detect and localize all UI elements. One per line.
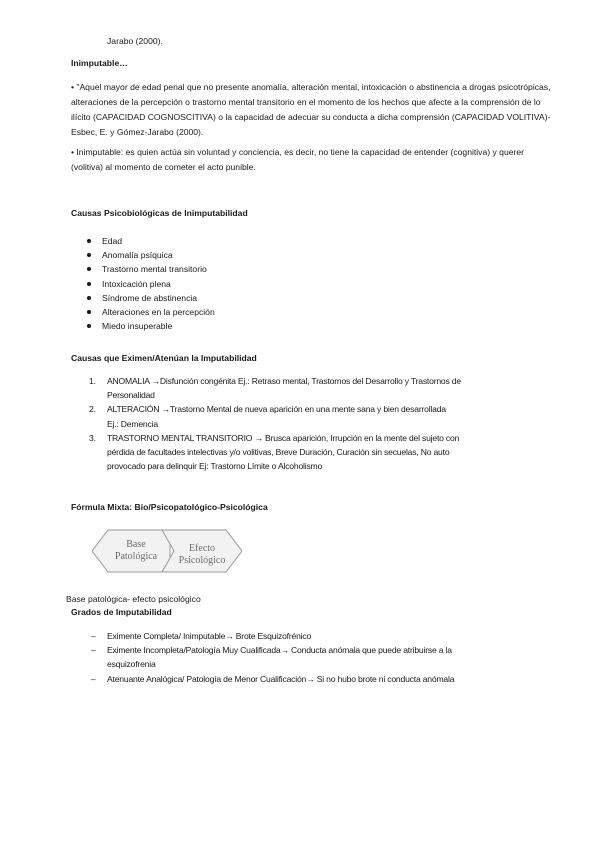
bullet-icon: [87, 324, 91, 328]
formula-diagram: [92, 528, 242, 574]
list-item: Edad: [102, 234, 215, 248]
causas-eximen-heading: Causas que Eximen/Atenúan la Imputabilidad: [71, 353, 257, 363]
list-item: Anomalía psíquica: [102, 248, 215, 262]
dash-marker: –: [91, 645, 96, 656]
formula-caption: Base patológica- efecto psicológico: [66, 594, 201, 604]
bullet-icon: [87, 253, 91, 257]
list-item: Trastorno mental transitorio: [102, 262, 215, 276]
right-arrow-label-1: Efecto: [188, 543, 216, 554]
inimputable-paragraph-2: • Inimputable: es quien actúa sin voluntad y conciencia, es decir, no tiene la capacidad de entender (cognitiva) y querer (volitiva) al momento de cometer el acto punible.: [71, 147, 525, 172]
list-item: 3. TRASTORNO MENTAL TRANSITORIO → Brusca aparición, Irrupción en la mente del sujeto con pérdida de facultades intelectivas y/o volitivas, Breve Duración, Curación sin secuelas, No auto provocado para delinquir Ej: Trastorno Límite o Alcoholismo: [89, 432, 460, 472]
dash-marker: –: [91, 631, 96, 641]
grados-list: [91, 629, 455, 686]
bullet-icon: [87, 310, 91, 314]
top-reference: Jarabo (2000).: [107, 36, 163, 46]
bullet-icon: [87, 296, 91, 300]
list-item: Miedo insuperable: [102, 319, 215, 333]
bullet-icon: [87, 267, 91, 271]
list-item: – Atenuante Analógica/ Patología de Menor Cualificación→ Si no hubo brote ni conducta anómala: [107, 672, 454, 686]
inimputable-heading: Inimputable…: [71, 58, 128, 68]
left-arrow-label-2: Patológica: [114, 551, 158, 562]
bullet-icon: [87, 239, 91, 243]
list-item: Síndrome de abstinencia: [102, 291, 215, 305]
bullet-icon: [87, 282, 91, 286]
causas-psicobiologicas-heading: Causas Psicobiológicas de Inimputabilidad: [71, 208, 248, 218]
list-item: – Eximente Incompleta/Patología Muy Cualificada→ Conducta anómala que puede atribuirse a la esquizofrenia: [91, 645, 452, 670]
formula-heading: Fórmula Mixta: Bio/Psicopatológico-Psicológica: [71, 502, 268, 512]
left-arrow-label-1: Base: [126, 539, 146, 550]
grados-heading: Grados de Imputabilidad: [71, 607, 172, 617]
list-item: 2. ALTERACIÓN →Trastorno Mental de nueva aparición en una mente sana y bien desarrollada Ej.: Demencia: [89, 404, 446, 429]
list-item: 1. ANOMALIA →Disfunción congénita Ej.: Retraso mental, Trastornos del Desarrollo y Trastornos de Personalidad: [89, 376, 461, 401]
inimputable-paragraph-1: • "Aquel mayor de edad penal que no presente anomalía, alteración mental, intoxicación o abstinencia a drogas psicotrópicas, alteraciones de la percepción o trastorno mental transitorio en el momento de los hechos que afecte a la comprensión de lo ilícito (CAPACIDAD COGNOSCITIVA) o la capacidad de adecuar su conducta a dicha comprensión (CAPACIDAD VOLITIVA)-Esbec, E. y Gómez-Jarabo (2000).: [71, 82, 551, 137]
right-arrow-label-2: Psicológico: [178, 555, 226, 566]
list-item: – Eximente Completa/ Inimputable→ Brote Esquizofrénico: [107, 629, 454, 643]
list-item: Alteraciones en la percepción: [102, 305, 215, 319]
causas-psicobiologicas-list: [102, 234, 215, 333]
dash-marker: –: [91, 673, 96, 684]
list-item: Intoxicación plena: [102, 277, 215, 291]
causas-eximen-list: [89, 374, 461, 473]
